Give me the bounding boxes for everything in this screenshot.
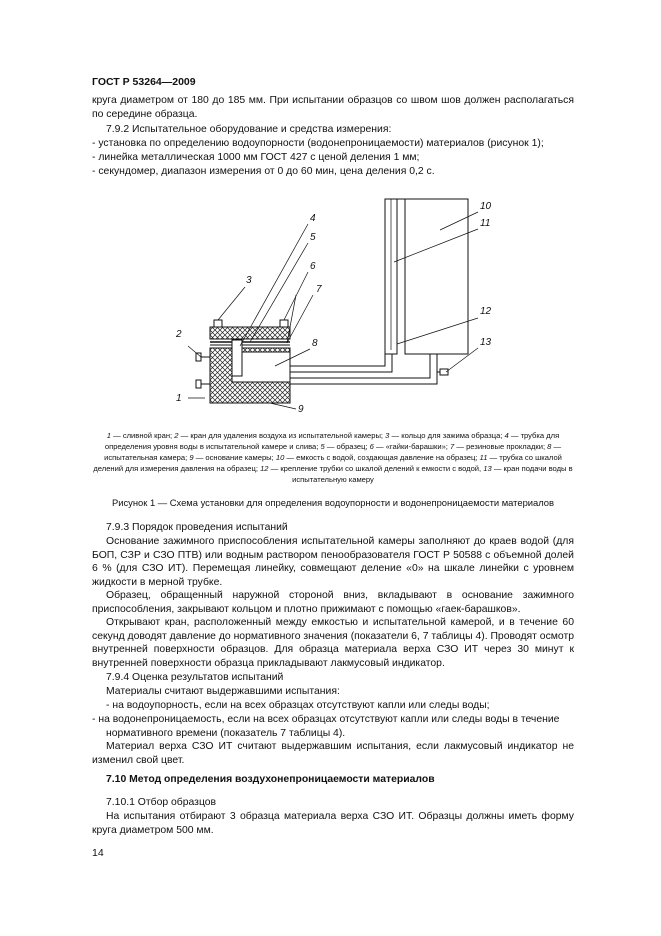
legend-number: 4: [504, 431, 509, 440]
legend-text: — трубка со шкалой делений для измерения давления на образец;: [93, 453, 562, 473]
legend-text: — кольцо для зажима образца;: [389, 431, 505, 440]
legend-text: — кран подачи воды в испытательную камеру: [292, 464, 573, 484]
label-10: 10: [480, 201, 492, 212]
legend-number: 10: [275, 453, 285, 462]
legend-text: — образец;: [324, 442, 370, 451]
equipment-item-2: - линейка металлическая 1000 мм ГОСТ 427 с ценой деления 1 мм;: [92, 152, 420, 163]
document-header: ГОСТ Р 53264—2009: [92, 76, 196, 88]
figure-title: Рисунок 1 — Схема установки для определения водоупорности и водонепроницаемости материалов: [111, 497, 555, 508]
legend-text: — трубка для определения уровня воды в испытательной камере и слива;: [104, 431, 560, 451]
legend-number: 12: [260, 464, 269, 473]
label-6: 6: [310, 261, 316, 272]
section-794-p3: - на водонепроницаемость, если на всех образцах отсутствуют капли или следы воды в течение нормативного времени (показатель 7 таблицы 4).: [92, 714, 560, 739]
section-793-p3: Открывают кран, расположенный между емкостью и испытательной камерой, и в течение 60 секунд доводят давление до нормативного значения (показатели 6, 7 таблицы 4). Проводят осмотр внутренней поверхности образцов. Для образца материала верха СЗО ИТ через 30 минут к внутренней поверхности образца прикладывают лакмусовый индикатор.: [92, 617, 574, 669]
legend-text: — сливной кран;: [111, 431, 175, 440]
equipment-item-1: - установка по определению водоупорности (водонепроницаемости) материалов (рисунок 1);: [92, 138, 544, 149]
legend-number: 11: [479, 453, 488, 462]
water-tank: [405, 199, 468, 354]
label-8: 8: [312, 338, 318, 349]
page-number: 14: [92, 847, 104, 859]
label-2: 2: [176, 329, 182, 340]
legend-number: 1: [106, 431, 111, 440]
label-7: 7: [316, 284, 322, 295]
legend-text: — резиновые прокладки;: [454, 442, 548, 451]
legend-number: 9: [189, 453, 194, 462]
test-apparatus-diagram: [0, 0, 661, 430]
label-13: 13: [480, 337, 492, 348]
label-1: 1: [176, 393, 182, 404]
legend-text: — крепление трубки со шкалой делений к емкости с водой,: [268, 464, 484, 473]
clamp-ring: [210, 327, 290, 339]
equipment-heading: 7.9.2 Испытательное оборудование и средства измерения:: [106, 124, 392, 135]
legend-number: 6: [369, 442, 374, 451]
section-7101-p1: На испытания отбирают 3 образца материала верха СЗО ИТ. Образцы должны иметь форму круга диаметром 500 мм.: [92, 811, 574, 836]
label-4: 4: [310, 213, 316, 224]
section-793-p2: Образец, обращенный наружной стороной вниз, вкладывают в основание зажимного приспособления, закрывают кольцом и плотно прижимают с помощью «гаек-барашков».: [92, 590, 574, 615]
section-710-heading: 7.10 Метод определения воздухонепроницаемости материалов: [106, 774, 435, 785]
section-794-p4: Материал верха СЗО ИТ считают выдержавшим испытания, если лакмусовый индикатор не изменил свой цвет.: [92, 741, 574, 766]
equipment-item-3: - секундомер, диапазон измерения от 0 до 60 мин, цена деления 0,2 с.: [92, 166, 435, 177]
label-12: 12: [480, 306, 492, 317]
label-5: 5: [310, 232, 316, 243]
label-9: 9: [298, 404, 304, 415]
legend-text: — емкость с водой, создающая давление на образец;: [284, 453, 480, 462]
section-794-p2: - на водоупорность, если на всех образцах отсутствуют капли или следы воды;: [106, 700, 490, 711]
wing-nut-right: [280, 320, 288, 327]
wing-nut-left: [214, 320, 222, 327]
label-11: 11: [480, 218, 491, 229]
figure-legend: [92, 430, 574, 485]
legend-text: — кран для удаления воздуха из испытательной камеры;: [178, 431, 386, 440]
label-3: 3: [246, 275, 252, 286]
section-793-p1: Основание зажимного приспособления испытательной камеры заполняют до краев водой (для БОП, СЗР и СЗО ПТВ) или водным раствором пенообразователя ГОСТ Р 50588 с объемной долей 6 % (для СЗО ИТ). Перемещая линейку, совмещают деление «0» на шкале линейки с уровнем жидкости в мерной трубке.: [92, 536, 574, 588]
legend-number: 8: [547, 442, 552, 451]
legend-number: 13: [483, 464, 492, 473]
section-794-p1: Материалы считают выдержавшими испытания:: [106, 686, 340, 697]
section-794-heading: 7.9.4 Оценка результатов испытаний: [106, 672, 284, 683]
legend-number: 3: [385, 431, 390, 440]
legend-number: 5: [320, 442, 325, 451]
legend-text: — испытательная камера;: [104, 442, 562, 462]
legend-number: 2: [174, 431, 179, 440]
legend-text: — «гайки-барашки»;: [373, 442, 451, 451]
section-793-heading: 7.9.3 Порядок проведения испытаний: [106, 522, 288, 533]
paragraph-continuation: круга диаметром от 180 до 185 мм. При испытании образцов со швом шов должен располагаться по середине образца.: [92, 95, 574, 120]
legend-number: 7: [450, 442, 455, 451]
section-7101-heading: 7.10.1 Отбор образцов: [106, 797, 217, 808]
legend-text: — основание камеры;: [193, 453, 276, 462]
